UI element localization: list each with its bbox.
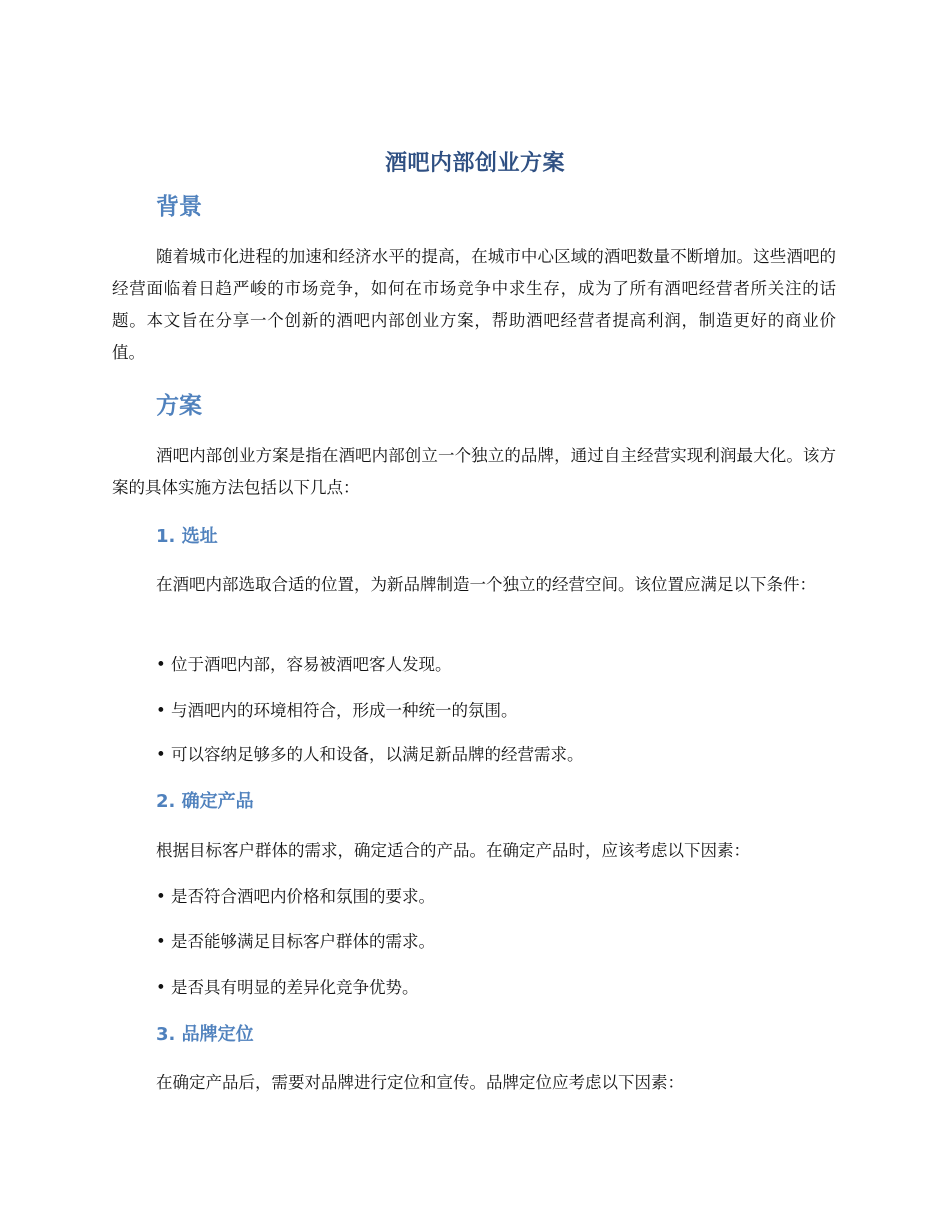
- section-heading-plan: 方案: [156, 393, 202, 419]
- subsection-heading-location: 1. 选址: [156, 526, 218, 547]
- product-bullet: • 是否具有明显的差异化竞争优势。: [156, 978, 419, 997]
- product-paragraph: 根据目标客户群体的需求，确定适合的产品。在确定产品时，应该考虑以下因素：: [156, 841, 750, 860]
- location-bullet: • 与酒吧内的环境相符合，形成一种统一的氛围。: [156, 701, 518, 720]
- product-bullet: • 是否符合酒吧内价格和氛围的要求。: [156, 887, 435, 906]
- product-bullet: • 是否能够满足目标客户群体的需求。: [156, 932, 435, 951]
- document-title: 酒吧内部创业方案: [384, 151, 565, 176]
- background-paragraph: 随着城市化进程的加速和经济水平的提高，在城市中心区域的酒吧数量不断增加。这些酒吧的经营面临着日趋严峻的市场竞争，如何在市场竞争中求生存，成为了所有酒吧经营者所关注的话题。本文旨在分享一个创新的酒吧内部创业方案，帮助酒吧经营者提高利润，制造更好的商业价值。: [112, 247, 836, 362]
- location-bullet: • 可以容纳足够多的人和设备，以满足新品牌的经营需求。: [156, 745, 584, 764]
- subsection-heading-brand-positioning: 3. 品牌定位: [156, 1024, 254, 1045]
- location-bullet: • 位于酒吧内部，容易被酒吧客人发现。: [156, 655, 452, 674]
- section-heading-background: 背景: [156, 194, 202, 220]
- location-paragraph: 在酒吧内部选取合适的位置，为新品牌制造一个独立的经营空间。该位置应满足以下条件：: [156, 575, 816, 594]
- plan-paragraph: 酒吧内部创业方案是指在酒吧内部创立一个独立的品牌，通过自主经营实现利润最大化。该方案的具体实施方法包括以下几点：: [112, 446, 836, 497]
- brand-positioning-paragraph: 在确定产品后，需要对品牌进行定位和宣传。品牌定位应考虑以下因素：: [156, 1073, 684, 1092]
- subsection-heading-product: 2. 确定产品: [156, 791, 254, 812]
